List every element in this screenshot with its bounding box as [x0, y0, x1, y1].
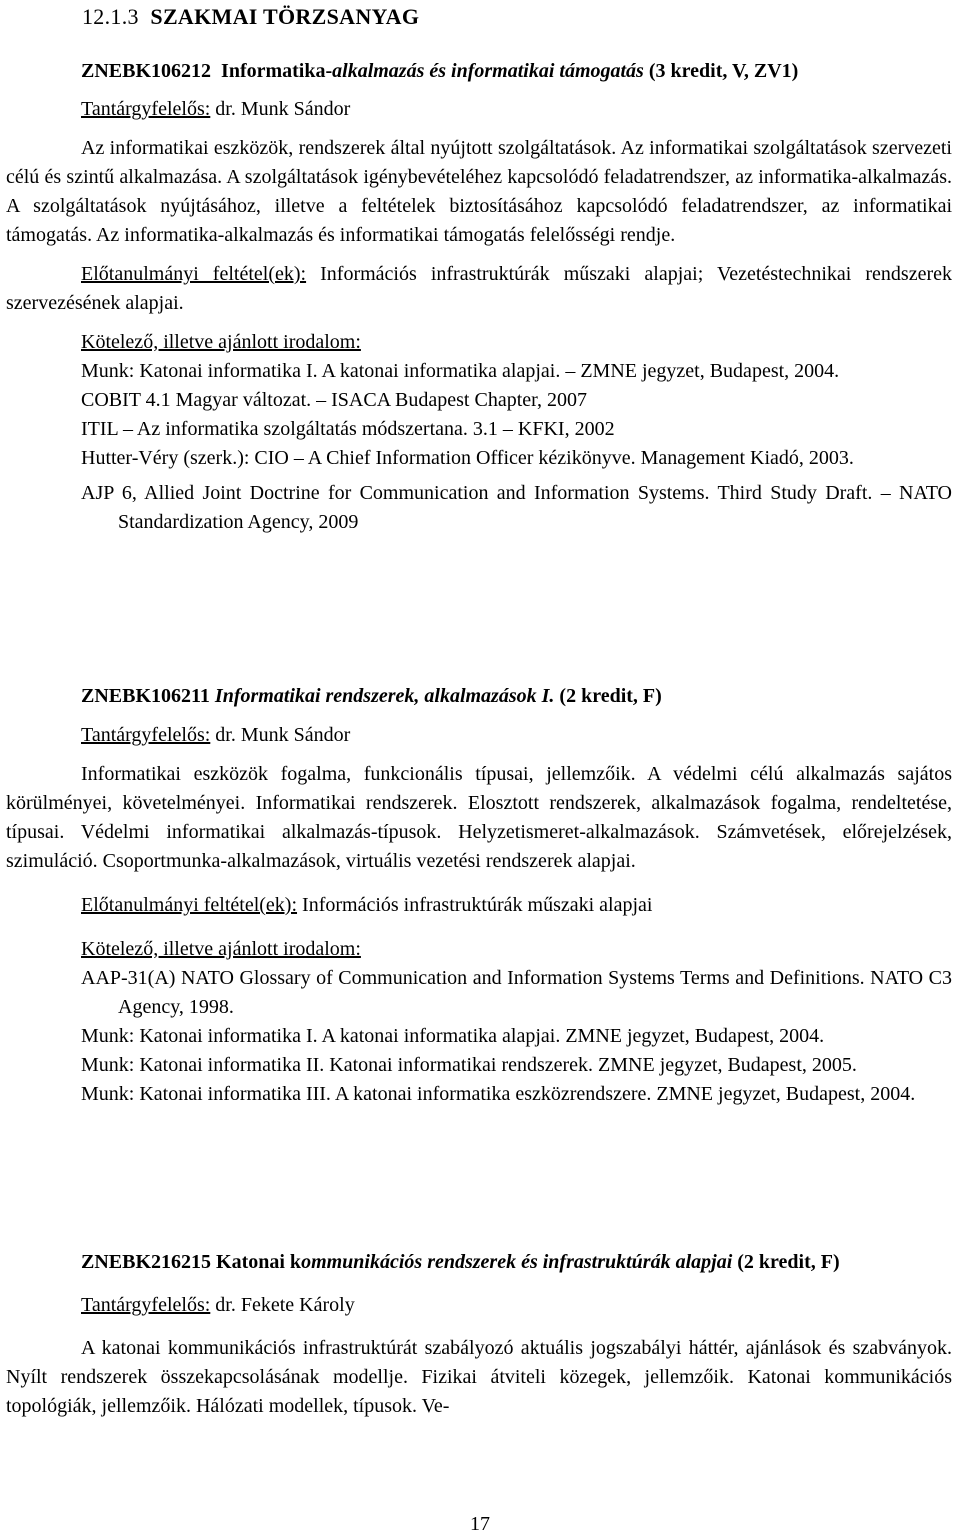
literature-item: Munk: Katonai informatika II. Katonai informatikai rendszerek. ZMNE jegyzet, Budapest, 2005. — [81, 1054, 857, 1076]
course-name-italic: Informatikai rendszerek, alkalmazások I. — [214, 685, 555, 707]
course-title — [0, 57, 960, 86]
responsible-name: dr. Fekete Károly — [215, 1294, 355, 1316]
course-code: ZNEBK106212 — [81, 60, 212, 82]
literature-list — [0, 964, 960, 1109]
responsible-label: Tantárgyfelelős: — [81, 724, 211, 746]
literature-item: AAP-31(A) NATO Glossary of Communication and Information Systems Terms and Definitions. NATO C3 Agency, 1998. — [81, 967, 952, 1018]
prereq-label: Előtanulmányi feltétel(ek): — [81, 894, 298, 916]
course-code: ZNEBK216215 — [81, 1251, 212, 1273]
literature-label: Kötelező, illetve ajánlott irodalom: — [81, 938, 361, 960]
literature-item: AJP 6, Allied Joint Doctrine for Communication and Information Systems. Third Study Draft. – NATO Standardization Agency, 2009 — [81, 482, 952, 533]
responsible-name: dr. Munk Sándor — [215, 98, 351, 120]
course-name-plain: Informatika- — [221, 60, 333, 82]
responsible-label: Tantárgyfelelős: — [81, 1294, 211, 1316]
prereq-label: Előtanulmányi feltétel(ek): — [81, 263, 307, 285]
course-block-3 — [0, 1248, 960, 1421]
page-number: 17 — [470, 1513, 490, 1535]
course-block-1 — [0, 57, 960, 537]
literature-item: COBIT 4.1 Magyar változat. – ISACA Budapest Chapter, 2007 — [81, 389, 587, 411]
course-block-2 — [0, 682, 960, 1109]
course-description: A katonai kommunikációs infrastruktúrát szabályozó aktuális jogszabályi háttér, ajánlások és szabványok. Nyílt rendszerek összekapcsolásának modellje. Fizikai átviteli közegek, jellemzőik. Katonai kommunikációs topológiák, jellemzőik. Hálózati modellek, típusok. Ve- — [6, 1337, 952, 1417]
course-prerequisites — [0, 891, 960, 920]
section-heading — [82, 2, 419, 31]
course-code: ZNEBK106211 — [81, 685, 210, 707]
section-title: SZAKMAI TÖRZSANYAG — [150, 4, 420, 29]
course-credits: (2 kredit, F) — [737, 1251, 840, 1273]
course-credits: (2 kredit, F) — [559, 685, 662, 707]
literature-heading — [0, 935, 960, 964]
literature-list — [0, 357, 960, 537]
course-title — [0, 682, 960, 711]
course-name-italic: alkalmazás és informatikai támogatás — [332, 60, 644, 82]
course-responsible — [0, 95, 960, 124]
responsible-name: dr. Munk Sándor — [215, 724, 351, 746]
course-prerequisites — [0, 260, 960, 318]
section-number: 12.1.3 — [82, 4, 139, 29]
literature-item: Munk: Katonai informatika III. A katonai informatika eszközrendszere. ZMNE jegyzet, Budapest, 2004. — [81, 1083, 916, 1105]
course-title — [0, 1248, 960, 1277]
literature-item: Munk: Katonai informatika I. A katonai informatika alapjai. ZMNE jegyzet, Budapest, 2004. — [81, 1025, 825, 1047]
course-name-plain: Katonai k — [216, 1251, 302, 1273]
course-description: Az informatikai eszközök, rendszerek által nyújtott szolgáltatások. Az informatikai szolgáltatások szervezeti célú és szintű alkalmazása. A szolgáltatások igénybevételéhez kapcsolódó feladatrendszer, az informatika-alkalmazás. A szolgáltatások nyújtásához, illetve a feltételek biztosításához kapcsolódó feladatrendszer, az informatikai támogatás. Az informatika-alkalmazás és informatikai támogatás felelősségi rendje. — [6, 137, 952, 246]
prereq-text: Információs infrastruktúrák műszaki alapjai; Vezetéstechnikai rendszerek szervezésének alapjai. — [6, 263, 952, 314]
course-responsible — [0, 721, 960, 750]
course-name-italic: ommunikációs rendszerek és infrastruktúrák alapjai — [301, 1251, 733, 1273]
course-description: Informatikai eszközök fogalma, funkcionális típusai, jellemzőik. A védelmi célú alkalmazás sajátos körülményei, követelményei. Informatikai rendszerek. Elosztott rendszerek, alkalmazások fogalma, rendeltetése, típusai. Védelmi informatikai alkalmazás-típusok. Helyzetismeret-alkalmazások. Számvetések, előrejelzések, szimuláció. Csoportmunka-alkalmazások, virtuális vezetési rendszerek alapjai. — [6, 763, 952, 872]
course-credits: (3 kredit, V, ZV1) — [648, 60, 799, 82]
literature-item: Munk: Katonai informatika I. A katonai informatika alapjai. – ZMNE jegyzet, Budapest, 2004. — [81, 360, 840, 382]
literature-item: Hutter-Véry (szerk.): CIO – A Chief Information Officer kézikönyve. Management Kiadó, 2003. — [81, 447, 854, 469]
course-responsible — [0, 1291, 960, 1320]
responsible-label: Tantárgyfelelős: — [81, 98, 211, 120]
literature-heading — [0, 328, 960, 357]
literature-label: Kötelező, illetve ajánlott irodalom: — [81, 331, 361, 353]
literature-item: ITIL – Az informatika szolgáltatás módszertana. 3.1 – KFKI, 2002 — [81, 418, 615, 440]
prereq-text: Információs infrastruktúrák műszaki alapjai — [302, 894, 653, 916]
